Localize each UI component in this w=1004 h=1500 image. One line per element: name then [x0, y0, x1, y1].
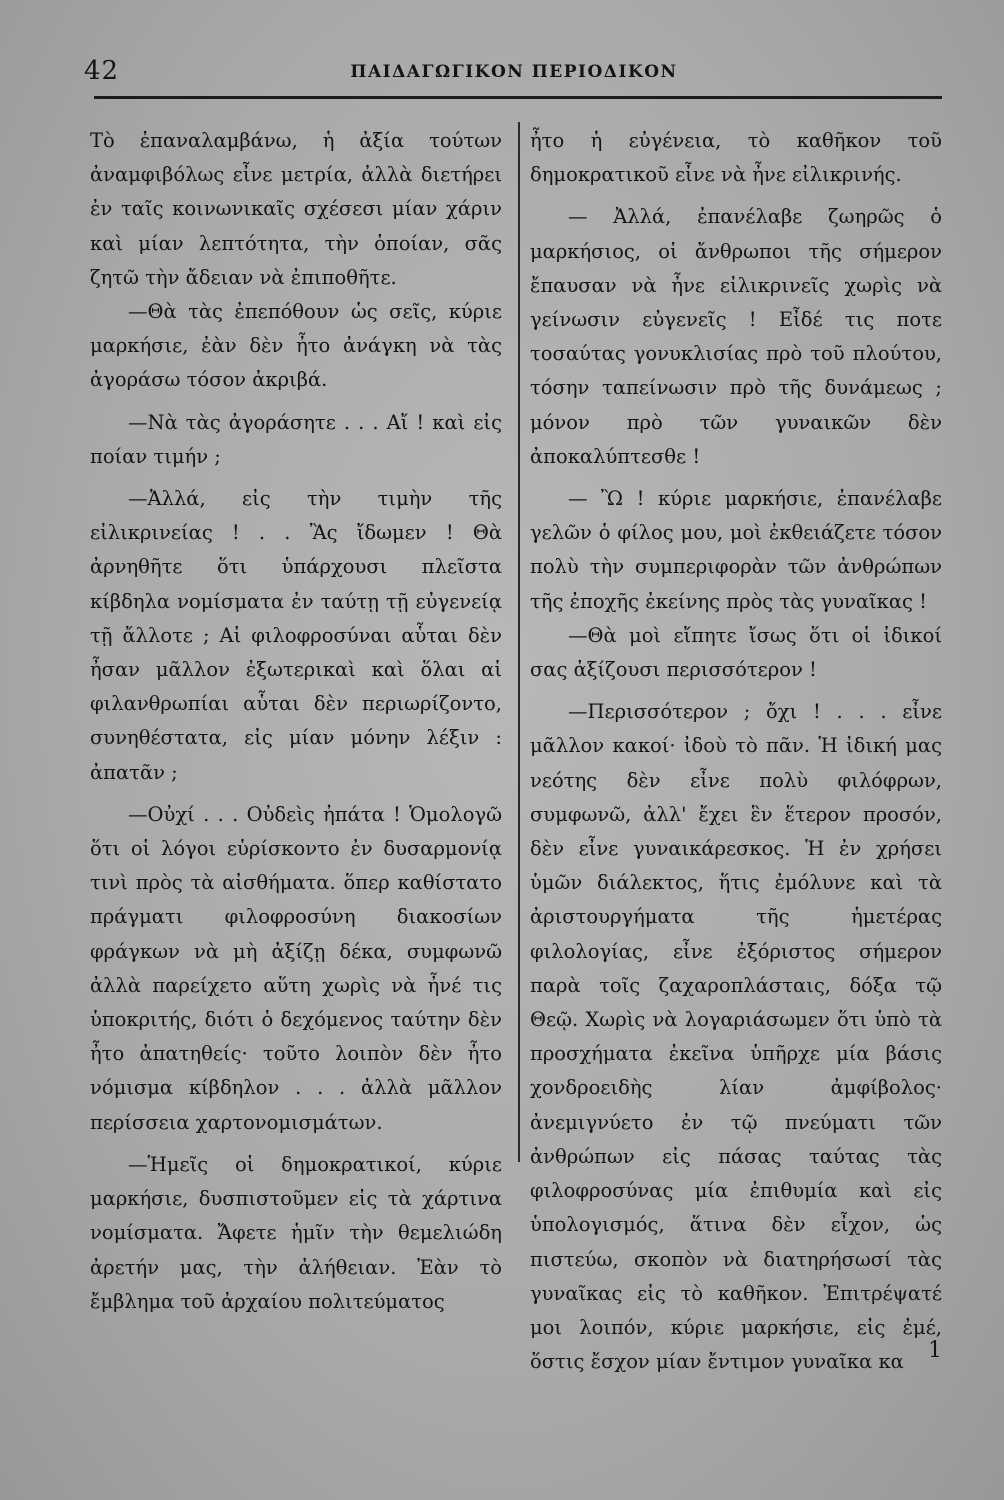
paragraph: ἦτο ἡ εὐγένεια, τὸ καθῆκον τοῦ δημοκρατικοῦ εἶνε νὰ ἦνε εἰλικρινής.: [530, 129, 942, 187]
paragraph: Τὸ ἐπαναλαμβάνω, ἡ ἀξία τούτων ἀναμφιβόλως εἶνε μετρία, ἀλλὰ διετήρει ἐν ταῖς κοινωνικαῖς σχέσεσι μίαν χάριν καὶ μίαν λεπτότητα, τὴν ὁποίαν, σᾶς ζητῶ τὴν ἄδειαν νὰ ἐπιποθῆτε.: [90, 129, 502, 289]
left-column: [90, 124, 502, 1319]
paragraph: —Ἡμεῖς οἱ δημοκρατικοί, κύριε μαρκήσιε, δυσπιστοῦμεν εἰς τὰ χάρτινα νομίσματα. Ἄφετε ἡμῖν τὴν θεμελιώδη ἀρετήν μας, τὴν ἀλήθειαν. Ἐὰν τὸ ἔμβλημα τοῦ ἀρχαίου πολιτεύματος: [90, 1152, 502, 1313]
journal-title: ΠΑΙΔΑΓΩΓΙΚΟΝ ΠΕΡΙΟΔΙΚΟΝ: [350, 62, 678, 82]
paragraph: —Ἀλλά, εἰς τὴν τιμὴν τῆς εἰλικρινείας ! . . Ἂς ἴδωμεν ! Θὰ ἀρνηθῆτε ὅτι ὑπάρχουσι πλεῖστα κίβδηλα νομίσματα ἐν ταύτῃ τῇ εὐγενείᾳ τῇ ἄλλοτε ; Αἱ φιλοφροσύναι αὗται δὲν ἦσαν μᾶλλον ἐξωτερικαὶ καὶ ὅλαι αἱ φιλανθρωπίαι αὗται δὲν περιωρίζοντο, συνηθέστατα, εἰς μίαν μόνην λέξιν : ἀπατᾶν ;: [90, 487, 502, 784]
column-divider: [518, 122, 520, 1162]
paragraph: —Θὰ τὰς ἐπεπόθουν ὡς σεῖς, κύριε μαρκήσιε, ἐὰν δὲν ἦτο ἀνάγκη νὰ τὰς ἀγοράσω τόσον ἀκριβά.: [90, 300, 502, 392]
paragraph: —Περισσότερον ; ὄχι ! . . . εἶνε μᾶλλον κακοί· ἰδοὺ τὸ πᾶν. Ἡ ἰδική μας νεότης δὲν εἶνε πολὺ φιλόφρων, συμφωνῶ, ἀλλ' ἔχει ἓν ἕτερον προσόν, δὲν εἶνε γυναικάρεσκος. Ἡ ἐν χρήσει ὑμῶν διάλεκτος, ἥτις ἐμόλυνε καὶ τὰ ἀριστουργήματα τῆς ἡμετέρας φιλολογίας, εἶνε ἐξόριστος σήμερον παρὰ τοῖς ζαχαροπλάσταις, δόξα τῷ Θεῷ. Χωρὶς νὰ λογαριάσωμεν ὅτι ὑπὸ τὰ προσχήματα ἐκεῖνα ὑπῆρχε μία βάσις χονδροειδὴς λίαν ἀμφίβολος· ἀνεμιγνύετο ἐν τῷ πνεύματι τῶν ἀνθρώπων εἰς πάσας ταύτας τὰς φιλοφροσύνας μία ἐπιθυμία καὶ εἰς ὑπολογισμός, ἅτινα δὲν εἶχον, ὡς πιστεύω, σκοπὸν νὰ διατηρήσωσί τὰς γυναῖκας εἰς τὸ καθῆκον. Ἐπιτρέψατέ μοι λοιπόν, κύριε μαρκήσιε, εἰς ἐμέ, ὅστις ἔσχον μίαν ἔντιμον γυναῖκα κα: [530, 700, 942, 1374]
page-number: 42: [84, 56, 120, 86]
paragraph: —Νὰ τὰς ἀγοράσητε . . . Αἴ ! καὶ εἰς ποίαν τιμήν ;: [90, 410, 502, 468]
paragraph: — Ἀλλά, ἐπανέλαβε ζωηρῶς ὁ μαρκήσιος, οἱ ἄνθρωποι τῆς σήμερον ἔπαυσαν νὰ ἦνε εἰλικρινεῖς χωρὶς νὰ γείνωσιν εὐγενεῖς ! Εἶδέ τις ποτε τοσαύτας γονυκλισίας πρὸ τοῦ πλούτου, τόσην ταπείνωσιν πρὸ τῆς δυνάμεως ; μόνον πρὸ τῶν γυναικῶν δὲν ἀποκαλύπτεσθε !: [530, 205, 942, 468]
page-header: [84, 52, 944, 102]
page-mark: 1: [928, 1338, 942, 1363]
paragraph: — Ὢ ! κύριε μαρκήσιε, ἐπανέλαβε γελῶν ὁ φίλος μου, μοὶ ἐκθειάζετε τόσον πολὺ τὴν συμπεριφορὰν τῶν ἀνθρώπων τῆς ἐποχῆς ἐκείνης πρὸς τὰς γυναῖκας !: [530, 487, 942, 613]
right-column: [530, 124, 942, 1379]
header-rule: [94, 96, 942, 99]
paragraph: —Οὐχί . . . Οὐδεὶς ἠπάτα ! Ὁμολογῶ ὅτι οἱ λόγοι εὑρίσκοντο ἐν δυσαρμονίᾳ τινὶ πρὸς τὰ αἰσθήματα. ὅπερ καθίστατο πράγματι φιλοφροσύνη διακοσίων φράγκων νὰ μὴ ἀξίζῃ δέκα, συμφωνῶ ἀλλὰ παρείχετο αὕτη χωρὶς νὰ ἦνέ τις ὑποκριτής, διότι ὁ δεχόμενος ταύτην δὲν ἦτο ἀπατηθείς· τοῦτο λοιπὸν δὲν ἦτο νόμισμα κίβδηλον . . . ἀλλὰ μᾶλλον περίσσεια χαρτονομισμάτων.: [90, 802, 502, 1134]
paragraph: —Θὰ μοὶ εἴπητε ἴσως ὅτι οἱ ἰδικοί σας ἀξίζουσι περισσότερον !: [530, 623, 942, 682]
